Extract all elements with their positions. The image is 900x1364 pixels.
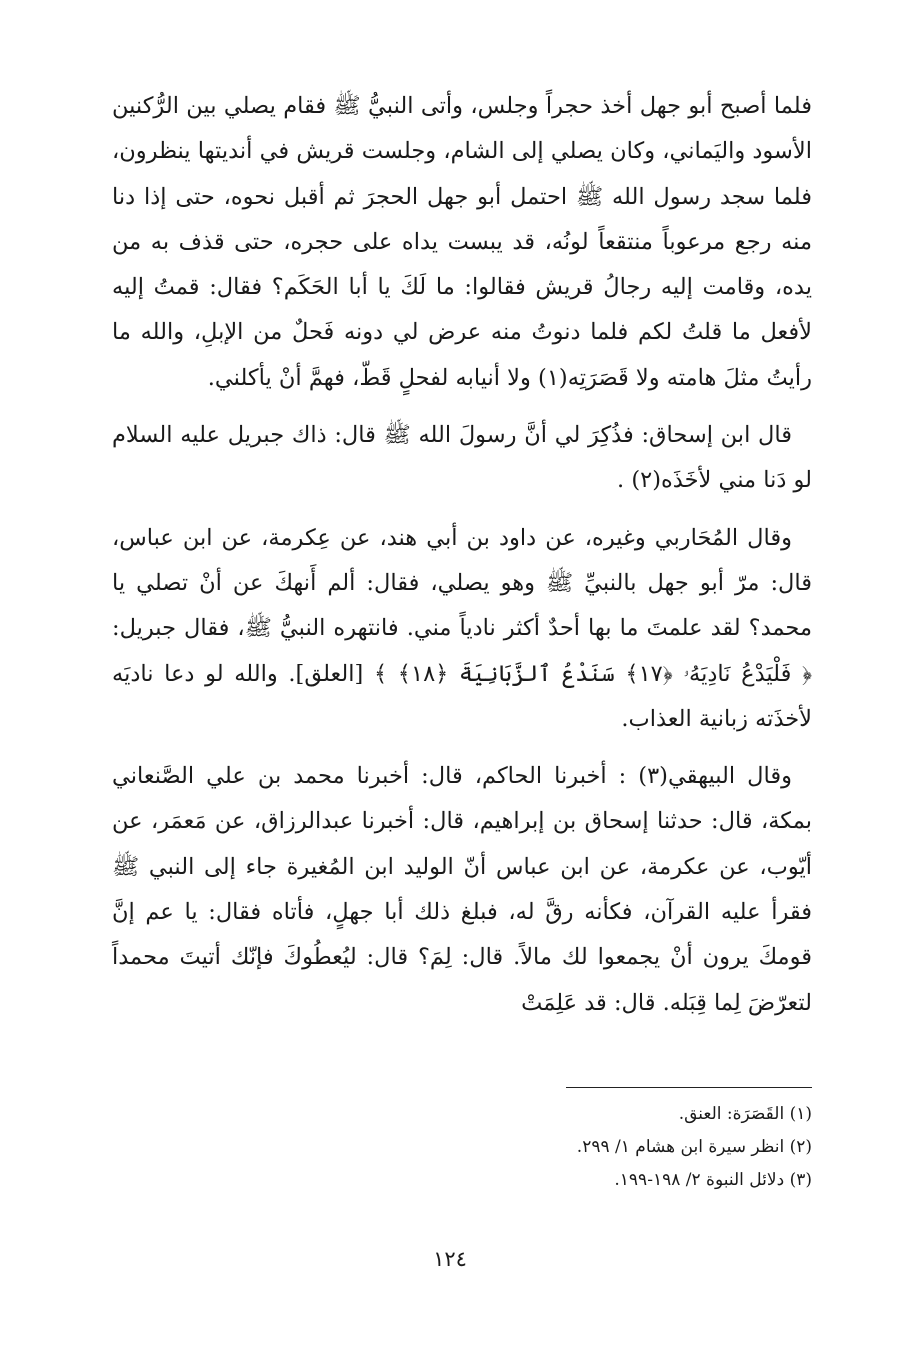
paragraph-bayhaqi: وقال البيهقي(٣) : أخبرنا الحاكم، قال: أخبرنا محمد بن علي الصَّنعاني بمكة، قال: حدثنا إسحاق بن إبراهيم، قال: أخبرنا عبدالرزاق، عن مَعمَر، عن أيّوب، عن عكرمة، عن ابن عباس أنّ الوليد ابن المُغيرة جاء إلى النبي ﷺ فقرأ عليه القرآن، فكأنه رقَّ له، فبلغ ذلك أبا جهلٍ، فأتاه فقال: يا عم إنَّ قومكَ يرون أنْ يجمعوا لك مالاً. قال: لِمَ؟ قال: ليُعطُوكَ فإنّك أتيتَ محمداً لتعرّضَ لِما قِبَله. قال: قد عَلِمَتْ <box>112 763 812 1016</box>
paragraph-abu-jahl-stone: فلما أصبح أبو جهل أخذ حجراً وجلس، وأتى النبيُّ ﷺ فقام يصلي بين الرُّكنين الأسود واليَماني، وكان يصلي إلى الشام، وجلست قريش في أنديتها ينظرون، فلما سجد رسول الله ﷺ احتمل أبو جهل الحجرَ ثم أقبل نحوه، حتى إذا دنا منه رجع مرعوباً منتقعاً لونُه، قد يبست يداه على حجره، حتى قذف به من يده، وقامت إليه رجالُ قريش فقالوا: ما لَكَ يا أبا الحَكَم؟ فقال: قمتُ إليه لأفعل ما قلتُ لكم فلما دنوتُ منه عرض لي دونه فَحلٌ من الإبلِ، والله ما رأيتُ مثلَ هامته ولا قَصَرَتِه(١) ولا أنيابه لفحلٍ قَطّ، فهمَّ أنْ يأكلني. <box>112 93 812 391</box>
footnotes <box>212 1098 812 1197</box>
footnote-1: (١) القَصَرَة: العنق. <box>678 1104 812 1124</box>
footnote-3: (٣) دلائل النبوة ٢/ ١٩٨-١٩٩. <box>614 1170 812 1190</box>
page-number: ١٢٤ <box>433 1247 467 1271</box>
paragraph-ibn-ishaq: قال ابن إسحاق: فذُكِرَ لي أنَّ رسولَ الله ﷺ قال: ذاك جبريل عليه السلام لو دَنا مني لأخَذَه(٢) . <box>112 422 812 494</box>
footnote-divider <box>566 1087 812 1088</box>
footnote-2: (٢) انظر سيرة ابن هشام ١/ ٢٩٩. <box>576 1137 812 1157</box>
paragraph-muharibi: وقال المُحَاربي وغيره، عن داود بن أبي هند، عن عِكرمة، عن ابن عباس، قال: مرّ أبو جهل بالنبيِّ ﷺ وهو يصلي، فقال: ألم أَنهكَ عن أنْ تصلي يا محمد؟ لقد علمتَ ما بها أحدٌ أكثر نادياً مني. فانتهره النبيُّ ﷺ، فقال جبريل: ﴿ فَلْيَدْعُ نَادِيَهُۥ ﴿١٧﴾ سَنَدْعُ ٱلزَّبَانِيَةَ ﴿١٨﴾ ﴾ [العلق]. والله لو دعا ناديَه لأخذَته زبانية العذاب. <box>112 524 813 732</box>
main-text <box>112 84 812 1038</box>
